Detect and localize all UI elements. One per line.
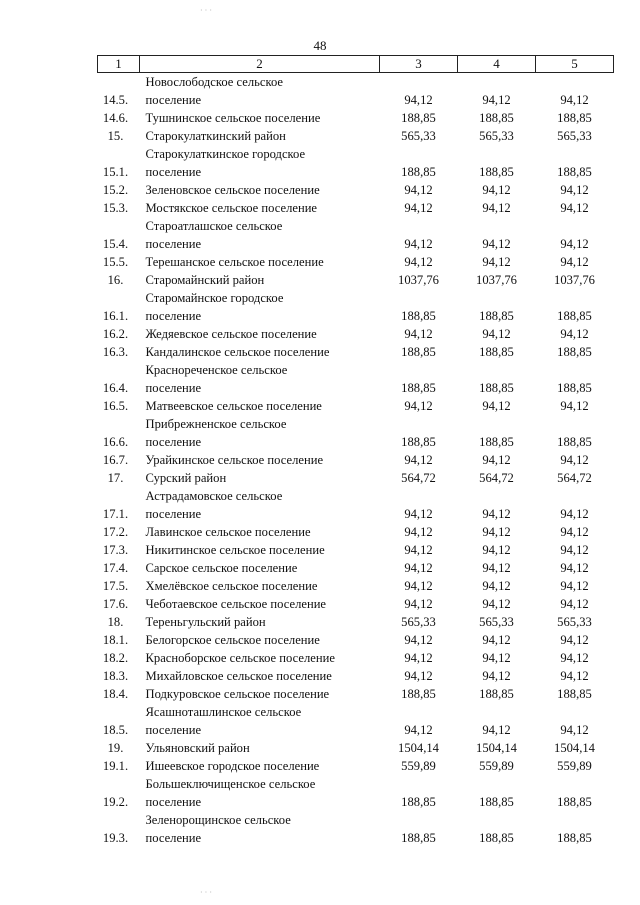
row-number: 19.: [107, 741, 124, 755]
row-name-line: Михайловское сельское поселение: [145, 669, 332, 683]
row-value-col-5: 564,72: [557, 471, 592, 485]
header-col-5: 5: [536, 56, 614, 73]
table-row: [98, 487, 614, 523]
row-value-col-3: 188,85: [401, 831, 436, 845]
row-number: 15.4.: [102, 237, 129, 251]
row-name: [140, 73, 380, 110]
header-col-4: 4: [458, 56, 536, 73]
row-name: [140, 199, 380, 217]
row-value-col-3: 188,85: [401, 309, 436, 323]
row-value-col-5: 94,12: [560, 525, 589, 539]
row-number: 17.3.: [102, 543, 129, 557]
row-name: [140, 469, 380, 487]
row-value-col-5: 94,12: [560, 507, 589, 521]
row-value-col-4: 94,12: [482, 561, 511, 575]
row-number: 15.2.: [102, 183, 129, 197]
row-number: 16.4.: [102, 381, 129, 395]
row-number: 16.5.: [102, 399, 129, 413]
row-value-col-4: 188,85: [479, 435, 514, 449]
table-row: [98, 577, 614, 595]
row-number: 19.2.: [102, 795, 129, 809]
row-name: [140, 343, 380, 361]
row-name-line: поселение: [145, 309, 202, 323]
row-value-col-5: 94,12: [560, 237, 589, 251]
table-row: [98, 217, 614, 253]
table-row: [98, 667, 614, 685]
row-name: [140, 145, 380, 181]
row-value-col-4: 1504,14: [476, 741, 517, 755]
table-row: [98, 775, 614, 811]
row-value-col-3: 94,12: [404, 453, 433, 467]
row-name: [140, 577, 380, 595]
row-value-col-4: 565,33: [479, 615, 514, 629]
row-number: 19.1.: [102, 759, 129, 773]
row-name-line: Краснореченское сельское: [145, 363, 288, 377]
row-value-col-3: 94,12: [404, 597, 433, 611]
row-number: 16.: [107, 273, 124, 287]
row-name-line: поселение: [145, 435, 202, 449]
table-row: [98, 811, 614, 847]
header-col-3: 3: [380, 56, 458, 73]
table-header-row: [98, 56, 614, 73]
row-name-line: поселение: [145, 381, 202, 395]
row-number: 14.6.: [102, 111, 129, 125]
row-number: 18.2.: [102, 651, 129, 665]
row-number: 16.6.: [102, 435, 129, 449]
row-value-col-3: 94,12: [404, 327, 433, 341]
table-row: [98, 613, 614, 631]
row-name-line: Старокулаткинский район: [145, 129, 286, 143]
row-value-col-3: 94,12: [404, 561, 433, 575]
row-name-line: Новослободское сельское: [145, 75, 284, 89]
row-value-col-5: 188,85: [557, 345, 592, 359]
row-value-col-3: 94,12: [404, 399, 433, 413]
table-row: [98, 145, 614, 181]
table-row: [98, 109, 614, 127]
row-name: [140, 181, 380, 199]
table-row: [98, 559, 614, 577]
row-value-col-4: 94,12: [482, 543, 511, 557]
table-row: [98, 415, 614, 451]
row-value-col-4: 94,12: [482, 723, 511, 737]
row-value-col-4: 94,12: [482, 579, 511, 593]
table-row: [98, 523, 614, 541]
row-value-col-3: 188,85: [401, 111, 436, 125]
row-name-line: Большеключищенское сельское: [145, 777, 316, 791]
row-name: [140, 649, 380, 667]
row-value-col-5: 94,12: [560, 183, 589, 197]
row-number: 17.5.: [102, 579, 129, 593]
row-name: [140, 775, 380, 811]
row-value-col-4: 94,12: [482, 399, 511, 413]
row-number: 18.3.: [102, 669, 129, 683]
row-value-col-3: 94,12: [404, 93, 433, 107]
row-name-line: Прибрежненское сельское: [145, 417, 287, 431]
row-name-line: Ясашноташлинское сельское: [145, 705, 302, 719]
row-value-col-5: 188,85: [557, 309, 592, 323]
row-value-col-5: 565,33: [557, 615, 592, 629]
row-value-col-5: 1504,14: [554, 741, 595, 755]
row-name-line: Кандалинское сельское поселение: [145, 345, 330, 359]
scan-artifact-top: · · ·: [200, 6, 212, 15]
row-value-col-3: 94,12: [404, 543, 433, 557]
row-value-col-3: 94,12: [404, 633, 433, 647]
row-name: [140, 811, 380, 847]
row-name-line: Ишеевское городское поселение: [145, 759, 320, 773]
row-value-col-5: 94,12: [560, 669, 589, 683]
row-number: 15.3.: [102, 201, 129, 215]
table-row: [98, 343, 614, 361]
row-name-line: Староатлашское сельское: [145, 219, 283, 233]
row-value-col-5: 188,85: [557, 795, 592, 809]
row-name-line: Сарское сельское поселение: [145, 561, 298, 575]
scan-artifact-bottom: · · ·: [200, 888, 212, 897]
row-number: 15.: [107, 129, 124, 143]
row-number: 18.4.: [102, 687, 129, 701]
row-value-col-5: 188,85: [557, 687, 592, 701]
row-value-col-4: 94,12: [482, 201, 511, 215]
row-value-col-3: 188,85: [401, 345, 436, 359]
row-value-col-5: 94,12: [560, 453, 589, 467]
row-value-col-3: 1504,14: [398, 741, 439, 755]
row-value-col-5: 94,12: [560, 327, 589, 341]
table-row: [98, 685, 614, 703]
row-value-col-3: 565,33: [401, 615, 436, 629]
row-value-col-5: 94,12: [560, 579, 589, 593]
row-value-col-5: 1037,76: [554, 273, 595, 287]
row-value-col-4: 94,12: [482, 669, 511, 683]
row-value-col-3: 188,85: [401, 381, 436, 395]
row-value-col-4: 188,85: [479, 165, 514, 179]
row-value-col-4: 188,85: [479, 345, 514, 359]
row-name-line: поселение: [145, 723, 202, 737]
row-value-col-5: 559,89: [557, 759, 592, 773]
row-value-col-4: 559,89: [479, 759, 514, 773]
row-name-line: поселение: [145, 507, 202, 521]
row-value-col-3: 94,12: [404, 579, 433, 593]
row-name-line: Урайкинское сельское поселение: [145, 453, 324, 467]
row-name-line: Чеботаевское сельское поселение: [145, 597, 327, 611]
row-name: [140, 559, 380, 577]
row-value-col-3: 188,85: [401, 435, 436, 449]
row-number: 18.: [107, 615, 124, 629]
row-value-col-4: 94,12: [482, 633, 511, 647]
row-value-col-5: 94,12: [560, 561, 589, 575]
row-name-line: Жедяевское сельское поселение: [145, 327, 317, 341]
row-name-line: Сурский район: [145, 471, 227, 485]
row-value-col-4: 188,85: [479, 381, 514, 395]
row-name-line: Старокулаткинское городское: [145, 147, 306, 161]
row-name: [140, 289, 380, 325]
row-name: [140, 127, 380, 145]
row-value-col-5: 94,12: [560, 633, 589, 647]
row-name-line: Ульяновский район: [145, 741, 250, 755]
row-number: 17.1.: [102, 507, 129, 521]
row-value-col-4: 94,12: [482, 525, 511, 539]
table-row: [98, 361, 614, 397]
row-number: 19.3.: [102, 831, 129, 845]
row-value-col-3: 188,85: [401, 165, 436, 179]
header-col-2: 2: [140, 56, 380, 73]
header-col-1: 1: [98, 56, 140, 73]
row-name: [140, 415, 380, 451]
table-row: [98, 595, 614, 613]
data-table: [97, 55, 613, 847]
row-number: 16.7.: [102, 453, 129, 467]
row-value-col-4: 188,85: [479, 309, 514, 323]
row-name: [140, 757, 380, 775]
row-value-col-3: 1037,76: [398, 273, 439, 287]
row-number: 17.2.: [102, 525, 129, 539]
row-value-col-4: 565,33: [479, 129, 514, 143]
row-name-line: Астрадамовское сельское: [145, 489, 283, 503]
row-name-line: Зеленорощинское сельское: [145, 813, 291, 827]
row-name-line: Лавинское сельское поселение: [145, 525, 311, 539]
row-value-col-3: 94,12: [404, 525, 433, 539]
row-name-line: Красноборское сельское поселение: [145, 651, 335, 665]
row-name: [140, 667, 380, 685]
row-name: [140, 613, 380, 631]
row-name: [140, 451, 380, 469]
table-row: [98, 73, 614, 110]
row-name: [140, 109, 380, 127]
row-value-col-5: 94,12: [560, 723, 589, 737]
row-value-col-4: 94,12: [482, 327, 511, 341]
row-number: 17.4.: [102, 561, 129, 575]
row-name-line: Старомайнский район: [145, 273, 265, 287]
row-value-col-4: 94,12: [482, 453, 511, 467]
table-row: [98, 757, 614, 775]
row-value-col-5: 94,12: [560, 201, 589, 215]
row-value-col-4: 564,72: [479, 471, 514, 485]
row-value-col-4: 94,12: [482, 597, 511, 611]
row-value-col-3: 559,89: [401, 759, 436, 773]
table-row: [98, 469, 614, 487]
row-name-line: поселение: [145, 93, 202, 107]
row-name-line: Старомайнское городское: [145, 291, 284, 305]
row-value-col-5: 94,12: [560, 651, 589, 665]
row-number: 18.1.: [102, 633, 129, 647]
row-name: [140, 253, 380, 271]
row-value-col-4: 94,12: [482, 237, 511, 251]
table-row: [98, 289, 614, 325]
table-row: [98, 181, 614, 199]
row-value-col-5: 188,85: [557, 111, 592, 125]
table-row: [98, 397, 614, 415]
row-name-line: Белогорское сельское поселение: [145, 633, 320, 647]
row-value-col-4: 1037,76: [476, 273, 517, 287]
row-value-col-5: 188,85: [557, 165, 592, 179]
row-value-col-4: 188,85: [479, 795, 514, 809]
row-value-col-4: 188,85: [479, 831, 514, 845]
table-row: [98, 541, 614, 559]
row-name-line: Подкуровское сельское поселение: [145, 687, 330, 701]
row-number: 18.5.: [102, 723, 129, 737]
row-name: [140, 361, 380, 397]
table-row: [98, 253, 614, 271]
row-value-col-3: 94,12: [404, 237, 433, 251]
row-name-line: Тушнинское сельское поселение: [145, 111, 321, 125]
row-name: [140, 271, 380, 289]
page-number: 48: [313, 38, 327, 53]
row-name-line: Хмелёвское сельское поселение: [145, 579, 318, 593]
row-value-col-3: 188,85: [401, 687, 436, 701]
row-name: [140, 541, 380, 559]
row-value-col-4: 94,12: [482, 93, 511, 107]
row-name-line: поселение: [145, 165, 202, 179]
table-row: [98, 451, 614, 469]
row-value-col-3: 188,85: [401, 795, 436, 809]
row-value-col-5: 94,12: [560, 93, 589, 107]
row-number: 17.: [107, 471, 124, 485]
row-value-col-4: 188,85: [479, 111, 514, 125]
table-row: [98, 739, 614, 757]
row-name: [140, 397, 380, 415]
table-row: [98, 631, 614, 649]
table-row: [98, 325, 614, 343]
table-row: [98, 271, 614, 289]
row-value-col-3: 94,12: [404, 255, 433, 269]
row-name-line: Никитинское сельское поселение: [145, 543, 325, 557]
row-name: [140, 703, 380, 739]
row-name-line: Тереньгульский район: [145, 615, 266, 629]
row-name-line: Матвеевское сельское поселение: [145, 399, 322, 413]
row-name: [140, 631, 380, 649]
row-value-col-3: 94,12: [404, 669, 433, 683]
row-value-col-4: 94,12: [482, 651, 511, 665]
row-value-col-3: 94,12: [404, 651, 433, 665]
row-value-col-5: 94,12: [560, 597, 589, 611]
row-value-col-3: 94,12: [404, 507, 433, 521]
row-name-line: поселение: [145, 795, 202, 809]
table-row: [98, 127, 614, 145]
row-value-col-3: 94,12: [404, 183, 433, 197]
row-name-line: поселение: [145, 831, 202, 845]
table-row: [98, 703, 614, 739]
row-value-col-5: 94,12: [560, 255, 589, 269]
row-value-col-5: 565,33: [557, 129, 592, 143]
row-number: 16.3.: [102, 345, 129, 359]
row-name: [140, 523, 380, 541]
table-row: [98, 649, 614, 667]
row-value-col-3: 565,33: [401, 129, 436, 143]
row-value-col-5: 94,12: [560, 399, 589, 413]
row-name-line: Мостякское сельское поселение: [145, 201, 318, 215]
row-value-col-3: 94,12: [404, 723, 433, 737]
row-name-line: поселение: [145, 237, 202, 251]
row-value-col-4: 94,12: [482, 507, 511, 521]
row-value-col-4: 94,12: [482, 183, 511, 197]
row-name: [140, 487, 380, 523]
row-number: 16.1.: [102, 309, 129, 323]
row-name-line: Терешанское сельское поселение: [145, 255, 324, 269]
row-value-col-5: 94,12: [560, 543, 589, 557]
table-body: [98, 73, 614, 848]
row-name: [140, 217, 380, 253]
row-number: 15.5.: [102, 255, 129, 269]
row-value-col-5: 188,85: [557, 435, 592, 449]
row-value-col-5: 188,85: [557, 831, 592, 845]
table-row: [98, 199, 614, 217]
row-value-col-3: 564,72: [401, 471, 436, 485]
row-value-col-4: 188,85: [479, 687, 514, 701]
row-value-col-3: 94,12: [404, 201, 433, 215]
row-name: [140, 739, 380, 757]
row-name-line: Зеленовское сельское поселение: [145, 183, 320, 197]
row-number: 14.5.: [102, 93, 129, 107]
row-name: [140, 685, 380, 703]
row-name: [140, 595, 380, 613]
row-number: 16.2.: [102, 327, 129, 341]
row-value-col-5: 188,85: [557, 381, 592, 395]
row-number: 17.6.: [102, 597, 129, 611]
row-number: 15.1.: [102, 165, 129, 179]
row-value-col-4: 94,12: [482, 255, 511, 269]
row-name: [140, 325, 380, 343]
